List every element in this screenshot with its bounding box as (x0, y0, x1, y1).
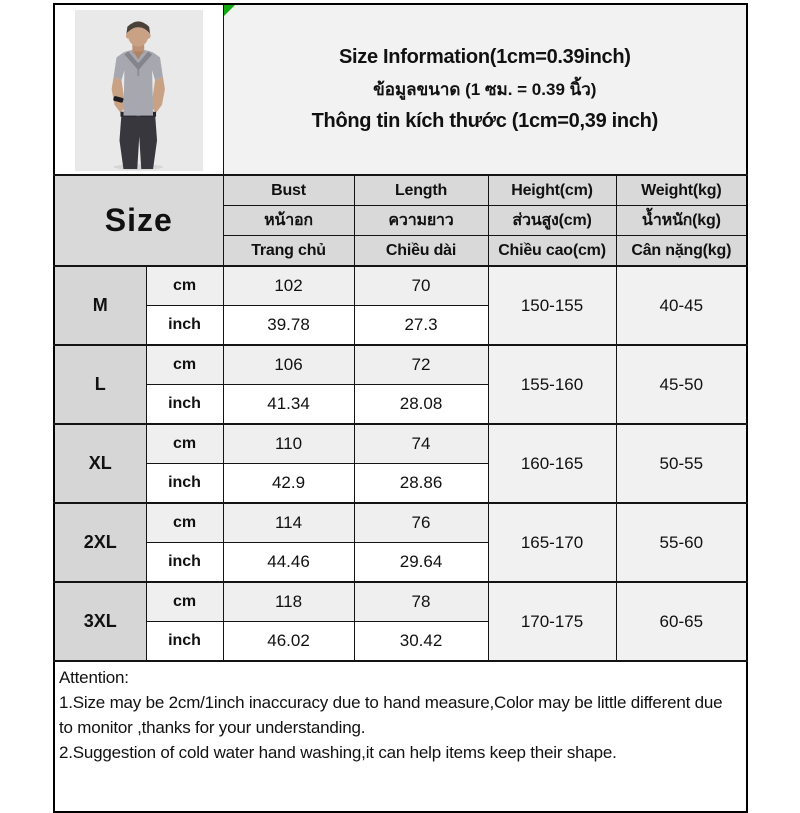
green-corner-flag (224, 5, 235, 16)
weight-range: 50-55 (616, 424, 747, 503)
length-cm-value: 70 (354, 266, 488, 306)
unit-cm: cm (146, 503, 223, 543)
bust-inch-value: 44.46 (223, 543, 354, 583)
unit-inch: inch (146, 464, 223, 504)
length-inch-value: 30.42 (354, 622, 488, 662)
unit-inch: inch (146, 543, 223, 583)
weight-header-vi: Cân nặng(kg) (616, 236, 747, 267)
size-label-xl: XL (54, 424, 146, 503)
title-english: Size Information(1cm=0.39inch) (338, 46, 631, 68)
length-header-th: ความยาว (354, 206, 488, 236)
bust-inch-value: 42.9 (223, 464, 354, 504)
model-photo-cell (54, 4, 223, 175)
bust-inch-value: 41.34 (223, 385, 354, 425)
size-label-2xl: 2XL (54, 503, 146, 582)
header-row-english (54, 175, 747, 206)
unit-cm: cm (146, 266, 223, 306)
height-range: 165-170 (488, 503, 616, 582)
bust-cm-value: 114 (223, 503, 354, 543)
height-range: 155-160 (488, 345, 616, 424)
height-range: 170-175 (488, 582, 616, 661)
unit-cm: cm (146, 424, 223, 464)
length-cm-value: 78 (354, 582, 488, 622)
weight-range: 60-65 (616, 582, 747, 661)
attention-row (54, 661, 747, 812)
length-inch-value: 27.3 (354, 306, 488, 346)
weight-range: 40-45 (616, 266, 747, 345)
length-inch-value: 29.64 (354, 543, 488, 583)
row-2xl-cm (54, 503, 747, 543)
length-cm-value: 72 (354, 345, 488, 385)
row-3xl-cm (54, 582, 747, 622)
length-inch-value: 28.08 (354, 385, 488, 425)
unit-inch: inch (146, 622, 223, 662)
model-photo (75, 10, 203, 171)
height-header-vi: Chiều cao(cm) (488, 236, 616, 267)
row-l-cm (54, 345, 747, 385)
bust-cm-value: 102 (223, 266, 354, 306)
weight-header-en: Weight(kg) (616, 175, 747, 206)
length-inch-value: 28.86 (354, 464, 488, 504)
height-header-th: ส่วนสูง(cm) (488, 206, 616, 236)
bust-cm-value: 118 (223, 582, 354, 622)
attention-line-2: 2.Suggestion of cold water hand washing,it can help items keep their shape. (59, 743, 617, 762)
weight-range: 45-50 (616, 345, 747, 424)
weight-header-th: น้ำหนัก(kg) (616, 206, 747, 236)
height-range: 160-165 (488, 424, 616, 503)
unit-cm: cm (146, 345, 223, 385)
length-header-vi: Chiều dài (354, 236, 488, 267)
length-header-en: Length (354, 175, 488, 206)
length-cm-value: 74 (354, 424, 488, 464)
size-header: Size (54, 175, 223, 266)
top-block (54, 4, 747, 175)
height-header-en: Height(cm) (488, 175, 616, 206)
bust-header-vi: Trang chủ (223, 236, 354, 267)
attention-heading: Attention: (59, 668, 129, 687)
row-m-cm (54, 266, 747, 306)
height-range: 150-155 (488, 266, 616, 345)
size-label-l: L (54, 345, 146, 424)
bust-header-th: หน้าอก (223, 206, 354, 236)
unit-inch: inch (146, 385, 223, 425)
attention-line-1: 1.Size may be 2cm/1inch inaccuracy due to hand measure,Color may be little different due to monitor ,thanks for your understanding. (59, 693, 723, 737)
title-vietnamese: Thông tin kích thước (1cm=0,39 inch) (311, 110, 658, 132)
attention-note (54, 661, 747, 812)
unit-inch: inch (146, 306, 223, 346)
male-model-illustration (75, 10, 203, 171)
bust-inch-value: 39.78 (223, 306, 354, 346)
title-thai: ข้อมูลขนาด (1 ซม. = 0.39 นิ้ว) (373, 80, 597, 99)
size-label-m: M (54, 266, 146, 345)
size-label-3xl: 3XL (54, 582, 146, 661)
bust-header-en: Bust (223, 175, 354, 206)
bust-cm-value: 106 (223, 345, 354, 385)
title-cell (223, 4, 747, 175)
bust-inch-value: 46.02 (223, 622, 354, 662)
size-chart-table (53, 3, 748, 813)
unit-cm: cm (146, 582, 223, 622)
bust-cm-value: 110 (223, 424, 354, 464)
weight-range: 55-60 (616, 503, 747, 582)
size-chart-sheet (53, 3, 746, 813)
row-xl-cm (54, 424, 747, 464)
length-cm-value: 76 (354, 503, 488, 543)
